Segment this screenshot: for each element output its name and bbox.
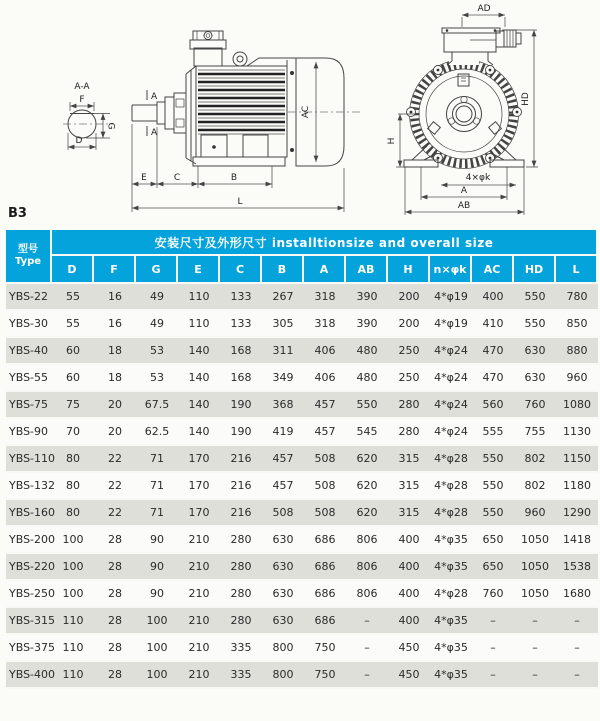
dim-value-cell: 630: [262, 527, 304, 554]
type-header-zh: 型号: [18, 244, 38, 255]
dim-value-cell: –: [514, 635, 556, 662]
dim-value-cell: –: [472, 635, 514, 662]
dim-value-cell: 100: [136, 635, 178, 662]
dim-value-cell: 686: [304, 527, 346, 554]
dim-value-cell: 550: [514, 311, 556, 338]
column-header: G: [136, 256, 178, 284]
dim-value-cell: 55: [52, 284, 94, 311]
dim-value-cell: 390: [346, 311, 388, 338]
row-type-cell: YBS-132: [6, 473, 52, 500]
dim-value-cell: 71: [136, 500, 178, 527]
dim-value-cell: 80: [52, 500, 94, 527]
dim-value-cell: 1180: [556, 473, 598, 500]
dim-value-cell: 49: [136, 284, 178, 311]
column-header: n×φk: [430, 256, 472, 284]
dim-value-cell: 1050: [514, 554, 556, 581]
dim-value-cell: 335: [220, 635, 262, 662]
dim-value-cell: 100: [136, 662, 178, 689]
dim-value-cell: 305: [262, 311, 304, 338]
dim-value-cell: 22: [94, 473, 136, 500]
dim-value-cell: 280: [220, 527, 262, 554]
dim-value-cell: 630: [262, 554, 304, 581]
dim-value-cell: 400: [388, 608, 430, 635]
dim-value-cell: 280: [220, 554, 262, 581]
dim-value-cell: 800: [262, 635, 304, 662]
dim-value-cell: 4*φ28: [430, 446, 472, 473]
row-type-cell: YBS-400: [6, 662, 52, 689]
dim-label-ac: AC: [301, 105, 311, 119]
dim-value-cell: 168: [220, 338, 262, 365]
dim-value-cell: 802: [514, 473, 556, 500]
dim-value-cell: 110: [52, 662, 94, 689]
dim-value-cell: 457: [262, 473, 304, 500]
dim-value-cell: 70: [52, 419, 94, 446]
motor-dimension-drawing: [0, 0, 600, 228]
dim-value-cell: 190: [220, 392, 262, 419]
dim-value-cell: 28: [94, 527, 136, 554]
dim-value-cell: 349: [262, 365, 304, 392]
dim-value-cell: 133: [220, 311, 262, 338]
dim-value-cell: 450: [388, 662, 430, 689]
dim-value-cell: 406: [304, 338, 346, 365]
dim-value-cell: 22: [94, 446, 136, 473]
table-title-zh: 安装尺寸及外形尺寸: [154, 235, 268, 250]
dim-value-cell: 620: [346, 473, 388, 500]
dim-value-cell: 60: [52, 338, 94, 365]
dim-value-cell: 550: [346, 392, 388, 419]
dim-value-cell: 4*φ28: [430, 581, 472, 608]
dim-value-cell: 100: [52, 581, 94, 608]
table-row: [6, 392, 598, 419]
table-row: [6, 608, 598, 635]
dim-value-cell: 410: [472, 311, 514, 338]
motor-side-view: [132, 31, 362, 212]
dim-value-cell: 140: [178, 419, 220, 446]
column-header-row: [6, 256, 598, 284]
dim-value-cell: –: [556, 662, 598, 689]
row-type-cell: YBS-160: [6, 500, 52, 527]
dim-value-cell: 315: [388, 473, 430, 500]
dim-value-cell: 100: [136, 608, 178, 635]
dim-value-cell: 1418: [556, 527, 598, 554]
table-row: [6, 473, 598, 500]
dim-value-cell: 4*φ35: [430, 554, 472, 581]
dim-value-cell: –: [346, 608, 388, 635]
dim-value-cell: 53: [136, 338, 178, 365]
dim-value-cell: 400: [388, 527, 430, 554]
dim-value-cell: 210: [178, 581, 220, 608]
dim-value-cell: 630: [262, 608, 304, 635]
section-marker-bottom: A: [151, 128, 158, 138]
dim-value-cell: 4*φ35: [430, 635, 472, 662]
dim-label-b: B: [230, 173, 238, 183]
dim-value-cell: 457: [262, 446, 304, 473]
dim-value-cell: 280: [388, 392, 430, 419]
dim-value-cell: 216: [220, 500, 262, 527]
dim-value-cell: 190: [220, 419, 262, 446]
dim-value-cell: 133: [220, 284, 262, 311]
row-type-cell: YBS-55: [6, 365, 52, 392]
dim-label-a: A: [460, 186, 468, 196]
dim-value-cell: –: [346, 662, 388, 689]
dim-value-cell: 318: [304, 311, 346, 338]
column-header: C: [220, 256, 262, 284]
type-header-en: Type: [14, 256, 42, 267]
table-row: [6, 446, 598, 473]
dim-label-d: D: [75, 136, 83, 146]
dim-value-cell: 400: [388, 581, 430, 608]
dim-value-cell: 508: [262, 500, 304, 527]
dim-label-l: L: [237, 197, 243, 207]
dim-value-cell: 470: [472, 338, 514, 365]
dim-value-cell: –: [514, 662, 556, 689]
dim-value-cell: 470: [472, 365, 514, 392]
column-header: A: [304, 256, 346, 284]
table-row: [6, 365, 598, 392]
dim-value-cell: 210: [178, 608, 220, 635]
dim-value-cell: 168: [220, 365, 262, 392]
dim-value-cell: 419: [262, 419, 304, 446]
dim-value-cell: 110: [52, 608, 94, 635]
dim-value-cell: 4*φ24: [430, 419, 472, 446]
dim-value-cell: 60: [52, 365, 94, 392]
dim-value-cell: 110: [52, 635, 94, 662]
dim-value-cell: 4*φ35: [430, 527, 472, 554]
dimension-table: [6, 230, 598, 689]
dim-value-cell: 880: [556, 338, 598, 365]
table-row: [6, 635, 598, 662]
shaft-section-view: [63, 82, 116, 150]
dim-value-cell: 16: [94, 284, 136, 311]
dim-value-cell: 170: [178, 446, 220, 473]
dim-value-cell: 315: [388, 500, 430, 527]
dim-value-cell: 318: [304, 284, 346, 311]
dim-value-cell: 806: [346, 554, 388, 581]
dim-value-cell: 1150: [556, 446, 598, 473]
dim-value-cell: 480: [346, 365, 388, 392]
dim-value-cell: 760: [472, 581, 514, 608]
dim-value-cell: 550: [472, 473, 514, 500]
dim-value-cell: 760: [514, 392, 556, 419]
dim-value-cell: –: [346, 635, 388, 662]
dim-value-cell: 800: [262, 662, 304, 689]
dim-value-cell: 1538: [556, 554, 598, 581]
dim-value-cell: 200: [388, 311, 430, 338]
dim-value-cell: 960: [514, 500, 556, 527]
dim-value-cell: 4*φ24: [430, 338, 472, 365]
dim-value-cell: 4*φ35: [430, 608, 472, 635]
row-type-cell: YBS-40: [6, 338, 52, 365]
dim-value-cell: 210: [178, 635, 220, 662]
dim-value-cell: 780: [556, 284, 598, 311]
dim-value-cell: 71: [136, 473, 178, 500]
dim-value-cell: 210: [178, 554, 220, 581]
column-header: H: [388, 256, 430, 284]
dim-value-cell: 686: [304, 554, 346, 581]
dim-value-cell: 1680: [556, 581, 598, 608]
dim-value-cell: 90: [136, 554, 178, 581]
table-row: [6, 500, 598, 527]
dim-value-cell: 140: [178, 338, 220, 365]
dim-value-cell: 508: [304, 446, 346, 473]
row-type-cell: YBS-250: [6, 581, 52, 608]
table-row: [6, 419, 598, 446]
dim-value-cell: 508: [304, 500, 346, 527]
dim-label-holes: 4×φk: [465, 173, 491, 183]
table-row: [6, 284, 598, 311]
dim-value-cell: 110: [178, 311, 220, 338]
dim-value-cell: 4*φ28: [430, 473, 472, 500]
dim-value-cell: 140: [178, 365, 220, 392]
dim-label-h: H: [387, 137, 397, 145]
dim-value-cell: 18: [94, 365, 136, 392]
dim-value-cell: 390: [346, 284, 388, 311]
row-type-cell: YBS-110: [6, 446, 52, 473]
dim-value-cell: 18: [94, 338, 136, 365]
column-header: L: [556, 256, 598, 284]
dim-value-cell: 4*φ28: [430, 500, 472, 527]
row-type-cell: YBS-22: [6, 284, 52, 311]
dim-value-cell: 368: [262, 392, 304, 419]
dim-value-cell: 216: [220, 473, 262, 500]
column-header: AC: [472, 256, 514, 284]
dim-value-cell: 545: [346, 419, 388, 446]
dim-value-cell: 620: [346, 446, 388, 473]
dim-value-cell: 110: [178, 284, 220, 311]
dim-value-cell: –: [472, 662, 514, 689]
dim-value-cell: 480: [346, 338, 388, 365]
dim-value-cell: 400: [472, 284, 514, 311]
dim-value-cell: 755: [514, 419, 556, 446]
dim-value-cell: 280: [220, 581, 262, 608]
dim-value-cell: 250: [388, 338, 430, 365]
dim-value-cell: 750: [304, 662, 346, 689]
table-body: [6, 284, 598, 689]
dim-value-cell: 315: [388, 446, 430, 473]
dim-value-cell: 200: [388, 284, 430, 311]
dim-value-cell: 550: [472, 446, 514, 473]
dim-value-cell: 170: [178, 473, 220, 500]
dim-value-cell: –: [472, 608, 514, 635]
row-type-cell: YBS-375: [6, 635, 52, 662]
dim-value-cell: 450: [388, 635, 430, 662]
dim-label-f: F: [79, 95, 85, 105]
dim-value-cell: 90: [136, 581, 178, 608]
dim-value-cell: 1050: [514, 527, 556, 554]
dim-value-cell: 406: [304, 365, 346, 392]
dim-value-cell: 960: [556, 365, 598, 392]
column-header: AB: [346, 256, 388, 284]
dim-value-cell: 170: [178, 500, 220, 527]
row-type-cell: YBS-200: [6, 527, 52, 554]
dim-value-cell: 457: [304, 419, 346, 446]
dim-value-cell: 550: [514, 284, 556, 311]
dim-value-cell: 4*φ24: [430, 365, 472, 392]
dim-label-ad: AD: [477, 4, 491, 14]
dim-value-cell: 280: [388, 419, 430, 446]
dim-value-cell: 75: [52, 392, 94, 419]
dim-value-cell: 210: [178, 662, 220, 689]
column-header: D: [52, 256, 94, 284]
dim-value-cell: 550: [472, 500, 514, 527]
dim-value-cell: 1290: [556, 500, 598, 527]
section-marker-top: A: [151, 92, 158, 102]
dim-value-cell: 80: [52, 446, 94, 473]
dim-value-cell: 210: [178, 527, 220, 554]
table-row: [6, 554, 598, 581]
dim-value-cell: 686: [304, 581, 346, 608]
dim-value-cell: 140: [178, 392, 220, 419]
dim-value-cell: 28: [94, 581, 136, 608]
dim-value-cell: 67.5: [136, 392, 178, 419]
dim-value-cell: 28: [94, 554, 136, 581]
table-row: [6, 527, 598, 554]
dim-value-cell: 311: [262, 338, 304, 365]
dim-value-cell: 100: [52, 554, 94, 581]
table-title-en: installtionsize and overall size: [271, 235, 494, 250]
table-row: [6, 581, 598, 608]
dim-value-cell: 555: [472, 419, 514, 446]
table-row: [6, 662, 598, 689]
column-header: F: [94, 256, 136, 284]
dim-value-cell: 850: [556, 311, 598, 338]
dim-value-cell: 280: [220, 608, 262, 635]
dim-label-e: E: [141, 173, 147, 183]
dim-value-cell: 71: [136, 446, 178, 473]
motor-front-view: [387, 4, 538, 215]
dim-value-cell: 620: [346, 500, 388, 527]
dim-value-cell: 802: [514, 446, 556, 473]
table-title: [52, 230, 598, 256]
dim-value-cell: 250: [388, 365, 430, 392]
dim-value-cell: 650: [472, 554, 514, 581]
dim-value-cell: 1080: [556, 392, 598, 419]
dim-value-cell: 630: [514, 338, 556, 365]
dim-value-cell: 22: [94, 500, 136, 527]
dim-value-cell: 267: [262, 284, 304, 311]
dim-value-cell: 4*φ35: [430, 662, 472, 689]
dim-value-cell: 28: [94, 608, 136, 635]
dim-value-cell: 216: [220, 446, 262, 473]
dim-value-cell: 630: [514, 365, 556, 392]
dim-label-ab: AB: [457, 201, 471, 211]
dim-value-cell: 560: [472, 392, 514, 419]
dim-value-cell: –: [556, 608, 598, 635]
dim-value-cell: 53: [136, 365, 178, 392]
table-row: [6, 338, 598, 365]
row-type-cell: YBS-30: [6, 311, 52, 338]
row-type-cell: YBS-315: [6, 608, 52, 635]
dim-value-cell: 508: [304, 473, 346, 500]
dim-value-cell: 28: [94, 662, 136, 689]
dim-label-c: C: [173, 173, 181, 183]
column-header: HD: [514, 256, 556, 284]
dim-value-cell: 400: [388, 554, 430, 581]
dim-value-cell: 49: [136, 311, 178, 338]
type-column-header: [6, 230, 52, 284]
dim-value-cell: 806: [346, 527, 388, 554]
table-row: [6, 311, 598, 338]
dim-value-cell: 4*φ19: [430, 311, 472, 338]
dim-value-cell: 457: [304, 392, 346, 419]
dim-value-cell: 20: [94, 419, 136, 446]
row-type-cell: YBS-220: [6, 554, 52, 581]
mounting-code-label: B3: [8, 206, 27, 221]
dim-value-cell: 630: [262, 581, 304, 608]
dim-label-hd: HD: [521, 92, 531, 106]
dim-value-cell: –: [514, 608, 556, 635]
dim-value-cell: 1130: [556, 419, 598, 446]
dim-value-cell: 750: [304, 635, 346, 662]
dim-value-cell: 55: [52, 311, 94, 338]
dim-value-cell: 4*φ24: [430, 392, 472, 419]
dim-value-cell: 100: [52, 527, 94, 554]
dim-label-g: G: [105, 122, 116, 130]
dim-value-cell: 1050: [514, 581, 556, 608]
column-header: E: [178, 256, 220, 284]
dim-value-cell: 806: [346, 581, 388, 608]
dim-value-cell: 90: [136, 527, 178, 554]
dim-value-cell: 20: [94, 392, 136, 419]
dim-value-cell: 650: [472, 527, 514, 554]
dim-value-cell: 686: [304, 608, 346, 635]
section-title: A-A: [74, 82, 90, 92]
dim-value-cell: 335: [220, 662, 262, 689]
column-header: B: [262, 256, 304, 284]
dim-value-cell: 16: [94, 311, 136, 338]
dim-value-cell: 4*φ19: [430, 284, 472, 311]
dim-value-cell: –: [556, 635, 598, 662]
dim-value-cell: 28: [94, 635, 136, 662]
row-type-cell: YBS-90: [6, 419, 52, 446]
dim-value-cell: 80: [52, 473, 94, 500]
row-type-cell: YBS-75: [6, 392, 52, 419]
dim-value-cell: 62.5: [136, 419, 178, 446]
